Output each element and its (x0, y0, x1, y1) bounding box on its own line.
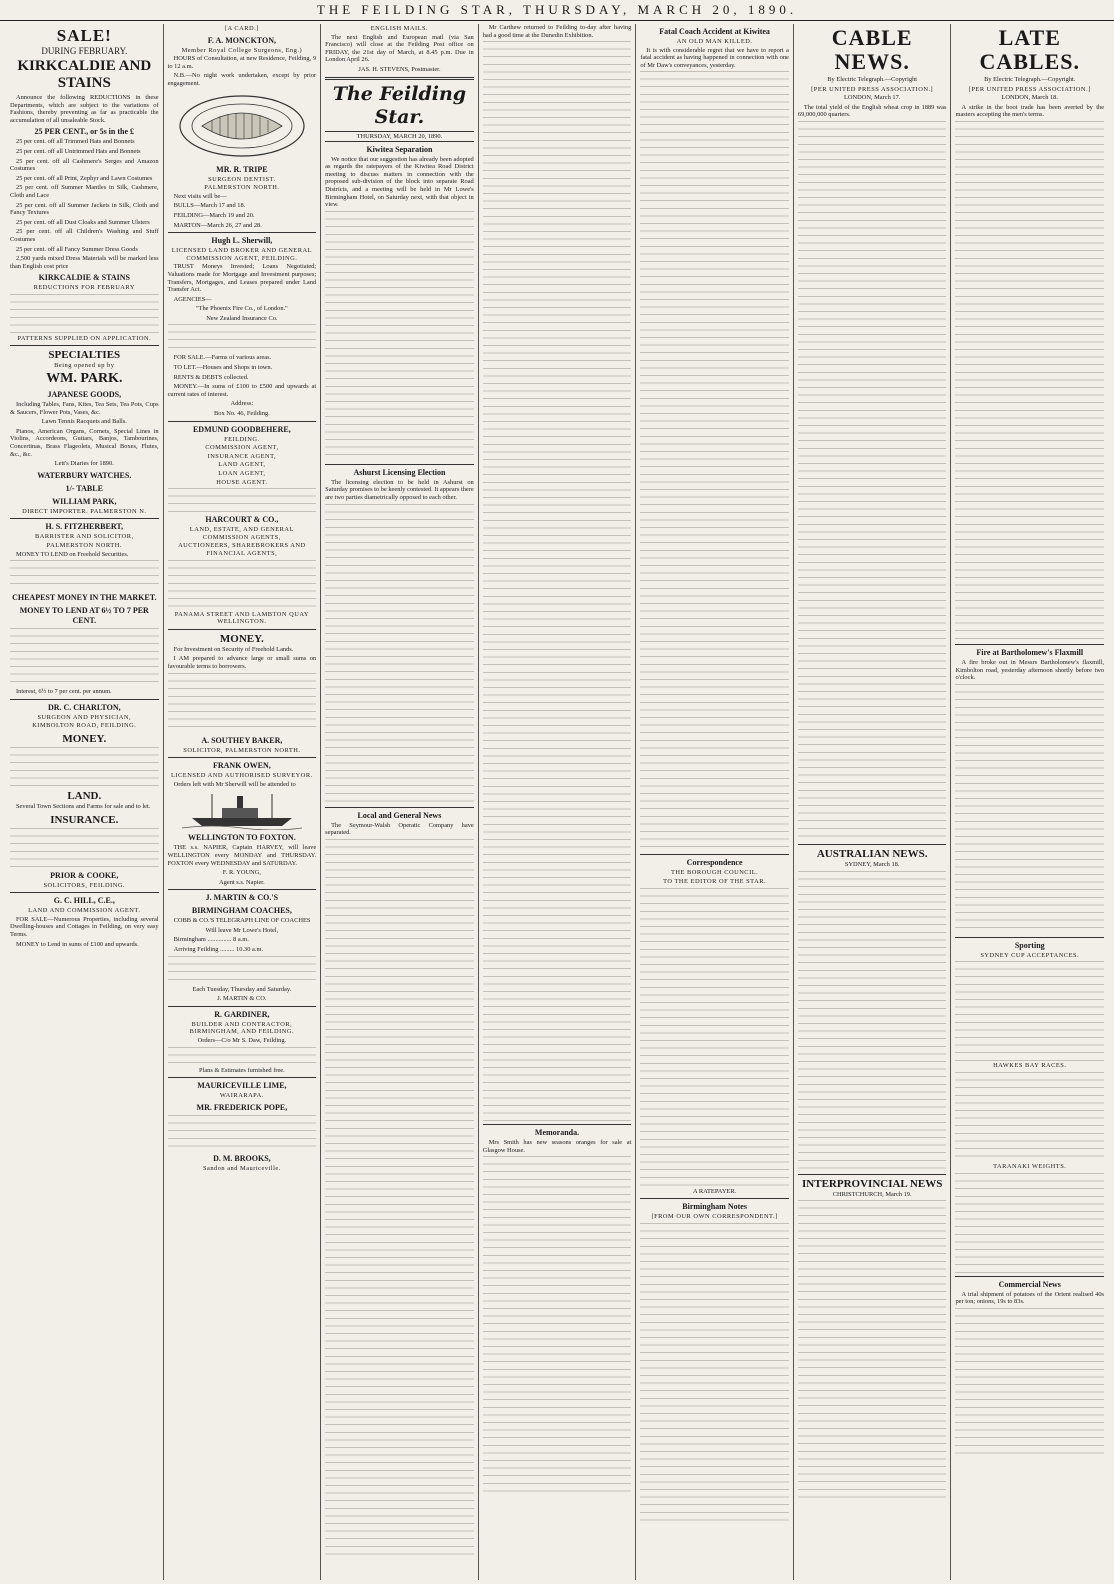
commercial-heading: Commercial News (998, 1279, 1061, 1289)
divider (168, 1006, 317, 1007)
birmingham-time: Birmingham ............... 8 a.m. (173, 936, 249, 944)
late-cables-heading: LATE CABLES. (979, 25, 1081, 74)
london-dateline: LONDON, March 18. (1001, 94, 1058, 102)
to-let-line: TO LET.—Houses and Shops in town. (173, 364, 273, 372)
land-agent-line: LAND AGENT, (218, 461, 266, 469)
rents-line: RENTS & DEBTS collected. (173, 373, 249, 381)
text-block (168, 324, 317, 354)
divider (325, 807, 474, 808)
text-block (955, 1308, 1104, 1458)
orders-line: Orders—C/o Mr S. Daw, Feilding. (197, 1037, 287, 1045)
charlton-heading: DR. C. CHARLTON, (47, 702, 121, 712)
column-6 (794, 24, 952, 1580)
cable-news-heading: CABLE NEWS. (831, 25, 913, 74)
text-block (798, 871, 947, 1171)
ks-heading: KIRKCALDIE & STAINS (38, 273, 130, 283)
brooks-heading: D. M. BROOKS, (213, 1153, 271, 1163)
sale-item: 25 per cent. off all Dust Cloaks and Summer Ulsters (16, 218, 150, 226)
goodbehere-heading: EDMUND GOODBEHERE, (192, 424, 291, 434)
cheapest-heading: CHEAPEST MONEY IN THE MARKET. (12, 593, 157, 603)
insurance-agent-line: INSURANCE AGENT, (207, 452, 277, 460)
land-body: Several Town Sections and Farms for sale and to let. (16, 802, 151, 810)
divider (640, 1198, 789, 1199)
fire-heading: Fire at Bartholomew's Flaxmill (976, 647, 1084, 657)
australian-heading: AUSTRALIAN NEWS. (816, 847, 928, 860)
christchurch-dateline: CHRISTCHURCH, March 19. (832, 1190, 912, 1198)
column-7 (951, 24, 1108, 1580)
column-1 (6, 24, 164, 1580)
letts-diaries: Lett's Diaries for 1890. (54, 460, 114, 468)
divider (955, 644, 1104, 645)
moncton-title: Member Royal College Surgeons, Eng.) (181, 46, 303, 54)
text-block (483, 41, 632, 1121)
fitzherbert-heading: H. S. FITZHERBERT, (45, 522, 124, 532)
dental-illustration-icon (172, 90, 312, 162)
memoranda-heading: Memoranda. (534, 1128, 580, 1138)
divider (325, 77, 474, 80)
commission-line: COMMISSION AGENT, (205, 444, 279, 452)
text-block (10, 828, 159, 868)
money-lend: MONEY TO LEND on Freehold Securities. (16, 550, 129, 558)
reductions-heading: REDUCTIONS FOR FEBRUARY (33, 284, 135, 292)
separation-heading: Kiwitea Separation (366, 144, 433, 154)
memoranda-body: Mrs Smith has new seasons oranges for sale at Glasgow House. (482, 1139, 632, 1154)
napier-body: THE s.s. NAPIER, Captain HARVEY, will leave WELLINGTON every MONDAY and THURSDAY. FOXTON every WEDNESDAY and SATURDAY. (167, 844, 317, 867)
hill-heading: G. C. HILL, C.E., (53, 896, 115, 906)
importer-line: DIRECT IMPORTER. PALMERSTON N. (22, 507, 147, 515)
william-park-heading: WILLIAM PARK, (52, 496, 117, 506)
text-block (168, 1115, 317, 1151)
nb-body: N.B.—No night work undertaken, except by prior engagement. (167, 72, 317, 87)
divider (168, 757, 317, 758)
phoenix-line: "The Phoenix Fire Co., of London." (195, 305, 288, 313)
mails-heading: ENGLISH MAILS. (370, 25, 429, 32)
paper-date: THURSDAY, MARCH 20, 1890. (325, 131, 474, 142)
divider (483, 1124, 632, 1125)
masthead: THE FEILDING STAR, THURSDAY, MARCH 20, 1890. (0, 0, 1114, 21)
sale-item: 25 per cent. off all Cashmere's Serges and Amazon Costumes (10, 157, 159, 173)
paper-name: The Feilding Star. (332, 82, 467, 128)
steamship-icon (182, 790, 302, 830)
harcourt-heading: HARCOURT & CO., (205, 515, 279, 525)
fatal-heading: Fatal Coach Accident at Kiwitea (659, 27, 770, 36)
sherwill-title: LICENSED LAND BROKER AND GENERAL COMMISSION AGENT, FEILDING. (171, 247, 312, 262)
text-block (955, 961, 1104, 1061)
text-block (168, 488, 317, 512)
licensing-heading: Ashurst Licensing Election (353, 467, 446, 477)
text-block (168, 560, 317, 610)
tripe-heading: MR. R. TRIPE (216, 164, 268, 174)
newspaper-columns (6, 24, 1108, 1580)
london-dateline: LONDON, March 17. (843, 94, 901, 102)
patterns-note: PATTERNS SUPPLIED ON APPLICATION. (17, 334, 152, 342)
text-block (325, 211, 474, 461)
text-block (325, 504, 474, 804)
text-block (955, 1072, 1104, 1162)
divider (325, 464, 474, 465)
divider (640, 854, 789, 855)
land-agent-line: LAND AND COMMISSION AGENT. (28, 907, 141, 915)
sale-item: 2,500 yards mixed Dress Materials will be marked less than English cost price (10, 255, 159, 270)
to-editor-line: TO THE EDITOR OF THE STAR. (663, 877, 767, 885)
divider (168, 629, 317, 630)
text-block (798, 121, 947, 841)
southey-title: SOLICITOR, PALMERSTON NORTH. (183, 746, 301, 754)
prepared-body: I AM prepared to advance large or small sums on favourable terms to borrowers. (167, 655, 317, 670)
press-assoc-line: [PER UNITED PRESS ASSOCIATION.] (968, 85, 1091, 93)
sandon-line: Sandon and Mauriceville. (202, 1164, 281, 1172)
sale-item: 25 per cent. off all Children's Washing and Stuff Costumes (10, 228, 159, 243)
nz-insurance-line: New Zealand Insurance Co. (206, 314, 278, 322)
for-sale-body: FOR SALE—Numerous Properties, including several Dwelling-houses and Cottages in Feilding, on very easy Terms. (10, 915, 159, 938)
japanese-heading: JAPANESE GOODS, (47, 390, 122, 400)
money-lend-heading: MONEY TO LEND AT 6½ TO 7 PER CENT. (19, 606, 149, 626)
text-block (955, 1173, 1104, 1273)
palmerston-line: PALMERSTON NORTH. (204, 184, 280, 192)
sale-item: 25 per cent. off all Trimmed Hats and Bonnets (16, 138, 135, 146)
local-body: The Seymour-Walsh Operatic Company have separated. (325, 821, 474, 837)
sale-item: 25 per cent. off Summer Mantles in Silk, Cashmere, Cloth and Lace (10, 184, 159, 199)
lawn-tennis: Lawn Tennis Racquets and Balls. (41, 418, 127, 426)
barrister-line: BARRISTER AND SOLICITOR, (34, 533, 134, 541)
marton-line: MARTON—March 26, 27 and 28. (173, 221, 262, 229)
insurance-heading: INSURANCE. (50, 813, 119, 826)
text-block (10, 747, 159, 787)
feilding-line: FEILDING. (224, 435, 260, 443)
divider (168, 1077, 317, 1078)
fatal-body: It is with considerable regret that we have to report a fatal accident as having happened in connection with one of Mr Daw's conveyances, yesterday. (640, 46, 789, 69)
local-heading: Local and General News (357, 810, 442, 820)
press-assoc-line: [PER UNITED PRESS ASSOCIATION.] (811, 85, 934, 93)
specialties-heading: SPECIALTIES (48, 349, 121, 362)
palmerston-line: PALMERSTON NORTH. (46, 542, 122, 549)
hawkes-bay-heading: HAWKES BAY RACES. (993, 1062, 1067, 1070)
interprovincial-heading: INTERPROVINCIAL NEWS (802, 1177, 943, 1190)
column-4 (479, 24, 637, 1580)
pianos-body: Pianos, American Organs, Cornets, Special Lines in Violins, Accordeons, Guitars, Banjos, Tambourines, Concertinas, Brass Flageolets, Musical Boxes, Flutes, &c., &c. (10, 427, 159, 458)
money-sums: MONEY.—In sums of £100 to £500 and upwards at current rates of interest. (167, 383, 317, 398)
table-heading: 1/- TABLE (65, 483, 103, 493)
solicitors-line: SOLICITORS, FEILDING. (43, 881, 126, 889)
text-block (10, 560, 159, 590)
sporting-heading: Sporting (1014, 940, 1045, 950)
text-block (955, 121, 1104, 641)
bulls-line: BULLS—March 17 and 18. (173, 202, 246, 210)
text-block (640, 888, 789, 1188)
for-sale-line: FOR SALE.—Farms of various areas. (173, 354, 272, 362)
divider (168, 421, 317, 422)
sale-item: 25 per cent. off all Print, Zephyr and Lawn Costumes (16, 174, 153, 182)
commercial-body: A trial shipment of potatoes of the Orient realised 40s per ton; onions, 19s to 83s. (955, 1290, 1105, 1306)
taranaki-heading: TARANAKI WEIGHTS. (993, 1162, 1067, 1170)
moncton-heading: F. A. MONCKTON, (207, 35, 276, 45)
late-body: A strike in the boot trade has been averted by the masters accepting the men's terms. (955, 103, 1105, 119)
borough-subheading: THE BOROUGH COUNCIL. (670, 869, 759, 877)
text-block (168, 1047, 317, 1067)
panama-line: PANAMA STREET AND LAMBTON QUAY WELLINGTON. (174, 610, 310, 626)
divider (10, 518, 159, 519)
sale-headline: 25 PER CENT., or 5s in the £ (34, 127, 135, 137)
wairarapa-line: WAIRARAPA. (219, 1092, 264, 1100)
security-body: For Investment on Security of Freehold Lands. (173, 645, 294, 653)
money-end: MONEY to Lend in sums of £100 and upwards. (16, 940, 139, 948)
divider (10, 699, 159, 700)
separation-body: We notice that our suggestion has already been adopted as regards the ratepayers of the Kiwitea Road District meeting to discuss matters in connection with the proposed sub-division of the block into separate Road Districts, and a meeting will be held in Mr Lowe's Birmingham Hotel, on Saturday next, with that object in view. (325, 155, 474, 209)
martin-heading: J. MARTIN & CO.'S (205, 893, 279, 903)
correspondence-heading: Correspondence (686, 858, 743, 868)
by-telegraph-line: By Electric Telegraph.—Copyright (827, 76, 918, 83)
old-man-subheading: AN OLD MAN KILLED. (676, 38, 753, 45)
text-block (168, 673, 317, 733)
ratepayer-sign: A RATEPAYER. (692, 1187, 737, 1195)
tripe-title: SURGEON DENTIST. (208, 175, 276, 183)
owen-heading: FRANK OWEN, (212, 761, 271, 771)
cobb-body: COBB & CO.'S TELEGRAPH LINE OF COACHES (173, 917, 311, 925)
text-block (798, 1200, 947, 1500)
text-block (168, 956, 317, 986)
mauriceville-heading: MAURICEVILLE LIME, (197, 1081, 287, 1091)
opened-by: Being opened up by (54, 362, 115, 370)
address-label: Address: (230, 400, 254, 408)
owen-title: LICENSED AND AUTHORISED SURVEYOR. (171, 772, 313, 780)
sale-intro: Announce the following REDUCTIONS in these Departments, which are subject to the variations of Fashions, thereby preventing as far as practicable the accumulation of all unsaleable Stock. (10, 94, 159, 124)
southey-heading: A. SOUTHEY BAKER, (201, 735, 283, 745)
house-agent-line: HOUSE AGENT. (216, 478, 268, 486)
column-2 (164, 24, 322, 1580)
money-heading: MONEY. (62, 732, 107, 745)
auctioneers-line: AUCTIONEERS, SHAREBROKERS AND FINANCIAL AGENTS, (178, 542, 306, 557)
pope-heading: MR. FREDERICK POPE, (196, 1102, 288, 1112)
text-block (10, 628, 159, 688)
column-5 (636, 24, 794, 1580)
prior-heading: PRIOR & COOKE, (50, 870, 119, 880)
japanese-body: Including Tables, Fans, Kites, Tea Sets, Tea Pots, Cups & Saucers, Flower Pots, Vases, &c. (10, 401, 159, 416)
trust-body: TRUST Moneys Invested; Loans Negotiated; Valuations made for Mortgage and Investment purposes; Transfers, Mortgages, and Leases prepared under Land Transfer Act. (167, 263, 317, 294)
by-telegraph-line: By Electric Telegraph.—Copyright. (984, 76, 1076, 83)
arriving-time: Arriving Feilding ......... 10.30 a.m. (173, 946, 264, 954)
sale-subtitle: DURING FEBRUARY. (41, 46, 128, 56)
kimbolton-line: KIMBOLTON ROAD, FEILDING. (32, 722, 137, 730)
own-correspondent-line: [FROM OUR OWN CORRESPONDENT.] (651, 1213, 778, 1221)
divider (10, 892, 159, 893)
firm-name: KIRKCALDIE AND STAINS (17, 58, 152, 91)
column-3 (321, 24, 479, 1580)
each-line: Each Tuesday, Thursday and Saturday. (192, 985, 292, 993)
divider (798, 844, 947, 845)
martin-title: BIRMINGHAM COACHES, (191, 906, 292, 916)
gardiner-heading: R. GARDINER, (214, 1009, 270, 1019)
fire-body: A fire broke out in Messrs Bartholomew's flaxmill, Kimbolton road, yesterday afternoon shortly before two o'clock. (955, 658, 1105, 682)
text-block (10, 294, 159, 334)
martin-sign: J. MARTIN & CO. (217, 995, 267, 1003)
surgeon-line: SURGEON AND PHYSICIAN, (37, 713, 132, 721)
divider (955, 937, 1104, 938)
sale-title: SALE! (56, 26, 112, 45)
loan-agent-line: LOAN AGENT, (218, 470, 266, 477)
wm-park-heading: WM. PARK. (46, 371, 123, 387)
gardiner-title: BUILDER AND CONTRACTOR, BIRMINGHAM, AND FEILDING. (189, 1020, 295, 1036)
birmingham-heading: Birmingham Notes (682, 1202, 747, 1212)
divider (955, 1276, 1104, 1277)
sherwill-heading: Hugh L. Sherwill, (211, 236, 273, 246)
visits-line: Next visits will be— (173, 192, 227, 200)
waterbury-heading: WATERBURY WATCHES. (37, 470, 132, 480)
wellington-foxton-heading: WELLINGTON TO FOXTON. (188, 833, 296, 843)
divider (798, 1174, 947, 1175)
mails-body: The next English and European mail (via San Francisco) will close at the Feilding Post office on FRIDAY, the 21st day of March, at 8.45 p.m. Due in London April 26. (325, 33, 474, 64)
divider (168, 232, 317, 233)
feilding-visit-line: FEILDING—March 19 and 20. (173, 211, 255, 219)
young-sign: F. R. YOUNG, (222, 869, 261, 877)
plans-line: Plans & Estimates furnished free. (199, 1066, 285, 1074)
divider (168, 889, 317, 890)
text-block (483, 1156, 632, 1496)
land-heading: LAND. (67, 789, 102, 802)
card-label: [A CARD.] (224, 25, 259, 32)
sale-item: 25 per cent. off all Fancy Summer Dress Goods (16, 245, 138, 253)
money-heading: MONEY. (219, 632, 264, 645)
text-block (955, 684, 1104, 934)
agencies-line: AGENCIES— (173, 295, 212, 303)
divider (10, 345, 159, 346)
sale-item: 25 per cent. off all Summer Jackets in Silk, Cloth and Fancy Textures (10, 201, 159, 217)
sydney-dateline: SYDNEY, March 18. (844, 860, 900, 868)
text-block (640, 1223, 789, 1523)
hours-body: HOURS of Consultation, at new Residence, Feilding, 9 to 12 a.m. (167, 55, 317, 70)
licensing-body: The licensing election to be held in Ashurst on Saturday promises to be keenly contested. It appears there are two parties diametrically opposed to each other. (325, 478, 474, 501)
sale-item: 25 per cent. off all Untrimmed Hats and Bonnets (16, 147, 141, 155)
cable-body: The total yield of the English wheat crop in 1889 was 69,000,000 quarters. (797, 103, 947, 119)
leave-line: Will leave Mr Lowe's Hotel, (205, 926, 279, 934)
box-line: Box No. 46, Feilding. (213, 410, 270, 418)
owen-orders: Orders left with Mr Sherwill will be attended to (173, 780, 296, 788)
agent-line: Agent s.s. Napier. (219, 878, 265, 886)
text-block (640, 71, 789, 851)
carthew-body: Mr Carthew returned to Feilding to-day after having had a good time at the Dunedin Exhibition. (482, 24, 632, 39)
text-block (325, 839, 474, 1559)
sydney-cup-heading: SYDNEY CUP ACCEPTANCES. (980, 951, 1080, 959)
harcourt-title: LAND, ESTATE, AND GENERAL COMMISSION AGENTS, (189, 526, 294, 541)
interest-line: Interest, 6½ to 7 per cent. per annum. (16, 688, 112, 696)
postmaster-sign: JAS. H. STEVENS, Postmaster. (358, 65, 441, 73)
